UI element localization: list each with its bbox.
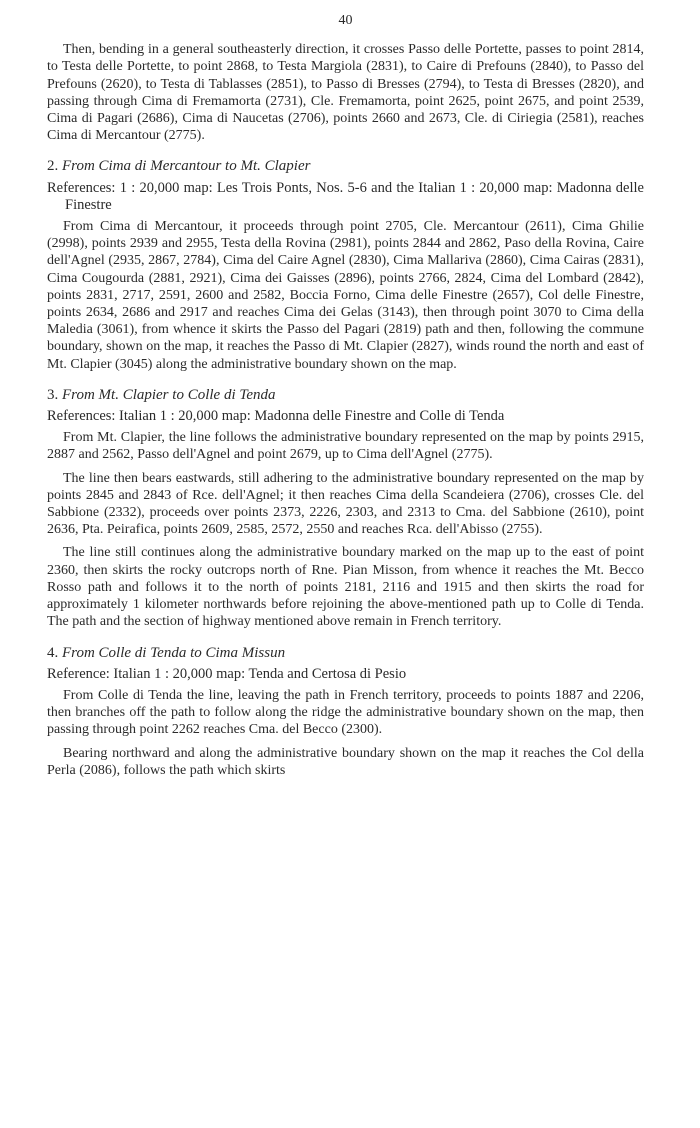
page-number: 40 — [338, 13, 353, 28]
section-references: Reference: Italian 1 : 20,000 map: Tenda and Certosa di Pesio — [47, 665, 407, 682]
section-number: 2. — [47, 158, 59, 175]
section-body — [47, 429, 644, 630]
section-paragraph: Bearing northward and along the administrative boundary shown on the map it reaches the Col della Perla (2086), follows the path which skirts — [47, 745, 644, 778]
section-number: 4. — [47, 644, 59, 661]
section-paragraph: The line then bears eastwards, still adhering to the administrative boundary represented on the map by points 2845 and 2843 of Rce. dell'Agnel; it then reaches Cima della Scandeiera (2706), crosses Cle. del Sabbione (2332), proceeds over points 2373, 2226, 2303, and 2313 to Cma. del Sabbione (2610), point 2636, Pta. Peirafica, points 2609, 2585, 2572, 2550 and reaches Rca. dell'Abisso (2755). — [47, 470, 644, 538]
section-paragraph: From Colle di Tenda the line, leaving the path in French territory, proceeds to points 1887 and 2206, then branches off the path to follow along the ridge the administrative boundary shown on the map, then passing through point 2262 reaches Cma. del Becco (2300). — [47, 687, 644, 738]
section-paragraph: The line still continues along the administrative boundary marked on the map up to the east of point 2360, then skirts the rocky outcrops north of Rne. Pian Misson, from whence it reaches the Mt. Becco Rosso path and follows it to the north of points 2181, 2116 and 1915 and then skirts the road for approximately 1 kilometer northwards before rejoining the above-mentioned path up to Colle di Tenda. The path and the section of highway mentioned above remain in French territory. — [47, 545, 644, 630]
section-paragraph: From Cima di Mercantour, it proceeds through point 2705, Cle. Mercantour (2611), Cima Ghilie (2998), points 2939 and 2955, Testa della Rovina (2981), points 2844 and 2862, Paso della Rovina, Caire dell'Agnel (2935, 2867, 2784), Cima del Caire Agnel (2830), Cima Mallariva (2860), Cima Cairas (2831), Cima Cougourda (2881, 2921), Cima dei Gaisses (2896), points 2766, 2824, Cima del Lombard (2842), points 2831, 2717, 2591, 2600 and 2582, Boccia Forno, Cima delle Finestre (2657), Col delle Finestre, points 2634, 2686 and 2917 and reaches Cima dei Gelas (3143), then through point 3070 to Cima della Maledia (3061), from whence it skirts the Passo del Pagari (2819) path and then, following the commune boundary, shown on the map, it reaches the Passo di Mt. Clapier (2827), winds round the north and east of Mt. Clapier (3045) along the administrative boundary shown on the map. — [47, 219, 644, 372]
section-number: 3. — [47, 386, 59, 403]
document-page — [47, 12, 644, 779]
section-heading — [47, 387, 644, 404]
section-heading — [47, 158, 644, 175]
section-body — [47, 218, 644, 373]
section-title: From Mt. Clapier to Colle di Tenda — [62, 386, 276, 403]
section-references: References: 1 : 20,000 map: Les Trois Ponts, Nos. 5-6 and the Italian 1 : 20,000 map: Madonna delle Finestre — [47, 179, 644, 213]
section-4 — [47, 645, 644, 779]
section-3 — [47, 387, 644, 631]
section-2 — [47, 158, 644, 372]
section-body — [47, 687, 644, 779]
section-title: From Colle di Tenda to Cima Missun — [62, 644, 286, 661]
section-heading — [47, 645, 644, 662]
section-title: From Cima di Mercantour to Mt. Clapier — [62, 158, 311, 175]
intro-paragraph: Then, bending in a general southeasterly direction, it crosses Passo delle Portette, passes to point 2814, to Testa delle Portette, to point 2868, to Testa Margiola (2831), to Caire di Prefouns (2840), to Passo del Prefouns (2620), to Testa di Tablasses (2851), to Passo di Bresses (2794), to Testa di Bresses (2820), and passing through Cima di Fremamorta (2731), Cle. Fremamorta, point 2625, point 2675, and point 2539, Cima di Pagari (2686), Cima di Naucetas (2706), points 2660 and 2673, Cle. di Ciriegia (2581), reaches Cima di Mercantour (2775). — [47, 42, 644, 144]
section-references: References: Italian 1 : 20,000 map: Madonna delle Finestre and Colle di Tenda — [47, 408, 505, 425]
section-paragraph: From Mt. Clapier, the line follows the administrative boundary represented on the map by points 2915, 2887 and 2562, Passo dell'Agnel and point 2679, up to Cima dell'Agnel (2775). — [47, 430, 644, 463]
